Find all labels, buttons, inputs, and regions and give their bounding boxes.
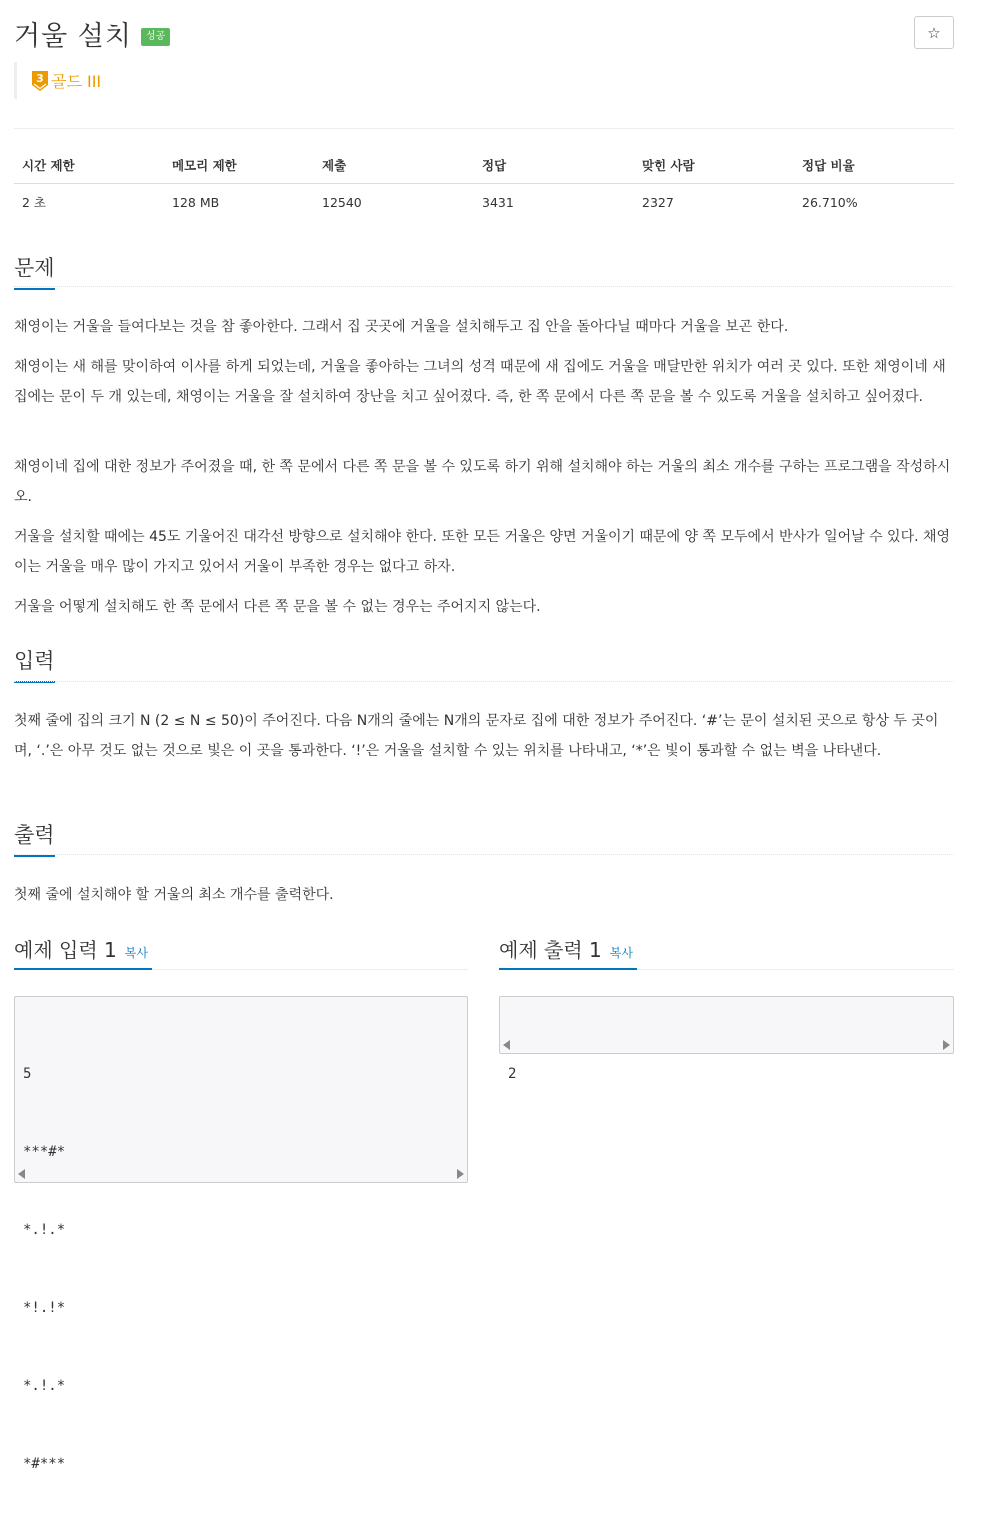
scroll-right-icon[interactable] <box>943 1040 950 1050</box>
input-title: 입력 <box>14 645 55 683</box>
sample-input-line: 5 <box>23 1066 32 1082</box>
problem-title: 거울 설치 <box>14 21 132 52</box>
table-cell: 26.710% <box>802 194 858 210</box>
table-cell: 12540 <box>322 194 362 210</box>
section-divider <box>14 681 954 682</box>
divider <box>14 128 954 129</box>
description-title: 문제 <box>14 252 55 290</box>
sample-output-line: 2 <box>508 1066 517 1082</box>
tier-label[interactable]: 골드 III <box>51 72 102 91</box>
sample-input-line: *.!.* <box>23 1378 66 1394</box>
input-section-head <box>14 645 55 683</box>
table-header: 메모리 제한 <box>164 148 314 184</box>
example-output-head <box>499 934 633 963</box>
table-cell: 3431 <box>482 194 514 210</box>
scroll-left-icon[interactable] <box>503 1040 510 1050</box>
sample-input-line: ***#* <box>23 1144 66 1160</box>
sample-input-box[interactable] <box>14 996 468 1472</box>
output-title: 출력 <box>14 819 55 857</box>
problem-info-table <box>14 148 954 220</box>
title-row <box>14 14 170 53</box>
tier-icon <box>32 71 48 91</box>
example-output-underline <box>499 968 637 970</box>
table-cell: 128 MB <box>172 194 220 210</box>
sample-input-line: *!.!* <box>23 1300 66 1316</box>
description-paragraph: 채영이네 집에 대한 정보가 주어졌을 때, 한 쪽 문에서 다른 쪽 문을 볼 수 있도록 하기 위해 설치해야 하는 거울의 최소 개수를 구하는 프로그램을 작성하시오. <box>14 459 951 505</box>
scroll-left-icon[interactable] <box>18 1169 25 1179</box>
description-paragraph: 거울을 어떻게 설치해도 한 쪽 문에서 다른 쪽 문을 볼 수 없는 경우는 주어지지 않는다. <box>14 599 541 615</box>
table-cell: 2327 <box>642 194 674 210</box>
input-description: 첫째 줄에 집의 크기 N (2 ≤ N ≤ 50)이 주어진다. 다음 N개의 줄에는 N개의 문자로 집에 대한 정보가 주어진다. ‘#’는 문이 설치된 곳으로 항상 두 곳이며, ‘.’은 아무 것도 없는 것으로 빛은 이 곳을 통과한다. ‘!’은 거울을 설치할 수 있는 위치를 나타내고, ‘*’은 빛이 통과할 수 없는 벽을 나타낸다. <box>14 713 939 759</box>
tier-box <box>14 62 101 99</box>
sample-output-box[interactable] <box>499 996 954 1082</box>
table-cell: 2 초 <box>22 195 47 210</box>
sample-output-lines <box>500 997 953 1139</box>
description-paragraph: 채영이는 새 해를 맞이하여 이사를 하게 되었는데, 거울을 좋아하는 그녀의 성격 때문에 새 집에도 거울을 매달만한 위치가 여러 곳 있다. 또한 채영이네 새 집에는 문이 두 개 있는데, 채영이는 거울을 잘 설치하여 장난을 치고 싶어졌다. 즉, 한 쪽 문에서 다른 쪽 문을 볼 수 있도록 거울을 설치하고 싶어졌다. <box>14 359 946 405</box>
table-header: 정답 <box>474 148 634 184</box>
sample-input-line: *.!.* <box>23 1222 66 1238</box>
example-output-title: 예제 출력 1 <box>499 938 602 962</box>
star-button[interactable] <box>914 16 954 49</box>
table-header-row <box>14 148 954 184</box>
star-icon: ☆ <box>927 23 941 42</box>
section-divider <box>14 286 954 287</box>
status-badge: 성공 <box>141 28 170 46</box>
table-header: 제출 <box>314 148 474 184</box>
table-header: 정답 비율 <box>794 148 954 184</box>
scroll-right-icon[interactable] <box>457 1169 464 1179</box>
output-section-head <box>14 819 55 857</box>
horizontal-scrollbar[interactable] <box>503 1039 950 1051</box>
example-input-head <box>14 934 148 963</box>
example-input-underline <box>14 968 152 970</box>
tier-number: 3 <box>36 71 44 85</box>
sample-input-lines <box>15 997 467 1529</box>
table-header: 맞힌 사람 <box>634 148 794 184</box>
description-section-head <box>14 252 55 290</box>
table-row <box>14 184 954 221</box>
description-paragraph: 채영이는 거울을 들여다보는 것을 참 좋아한다. 그래서 집 곳곳에 거울을 설치해두고 집 안을 돌아다닐 때마다 거울을 보곤 한다. <box>14 319 789 335</box>
copy-output-button[interactable]: 복사 <box>609 946 633 960</box>
example-input-title: 예제 입력 1 <box>14 938 117 962</box>
section-divider <box>14 854 954 855</box>
description-paragraph: 거울을 설치할 때에는 45도 기울어진 대각선 방향으로 설치해야 한다. 또한 모든 거울은 양면 거울이기 때문에 양 쪽 모두에서 반사가 일어날 수 있다. 채영이는 거울을 매우 많이 가지고 있어서 거울이 부족한 경우는 없다고 하자. <box>14 529 951 575</box>
output-description: 첫째 줄에 설치해야 할 거울의 최소 개수를 출력한다. <box>14 887 334 903</box>
sample-input-line: *#*** <box>23 1456 66 1472</box>
horizontal-scrollbar[interactable] <box>18 1168 464 1180</box>
table-header: 시간 제한 <box>14 148 164 184</box>
copy-input-button[interactable]: 복사 <box>124 946 148 960</box>
